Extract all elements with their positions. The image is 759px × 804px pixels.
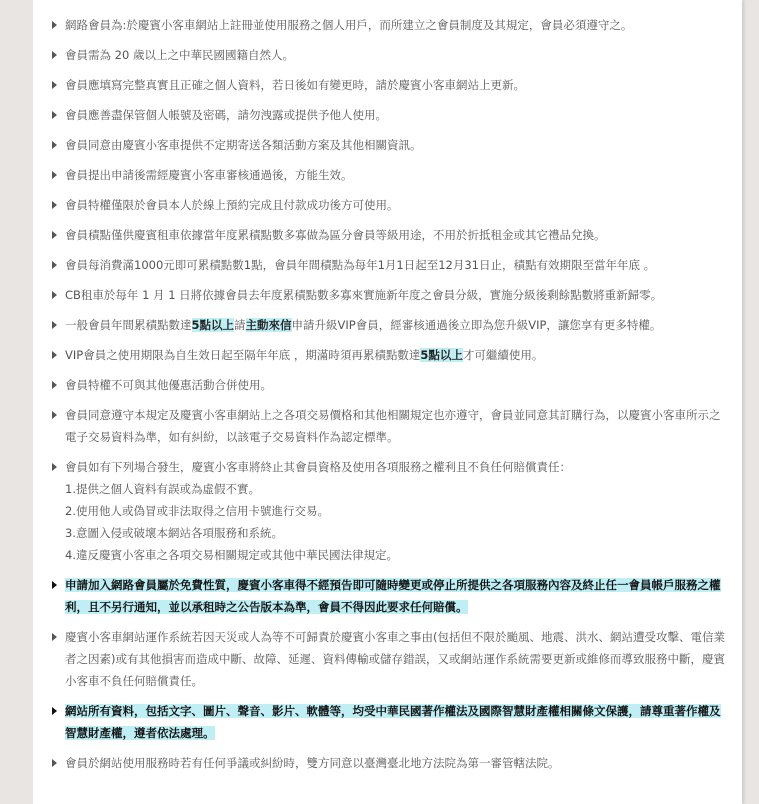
arrow-right-icon xyxy=(52,581,57,589)
arrow-right-icon xyxy=(52,321,57,329)
term-item-agree: 會員同意遵守本規定及慶賓小客車網站上之各項交易價格和其他相關規定也亦遵守，會員並同意其訂購行為，以慶賓小客車所示之電子交易資料為準，如有糾紛，以該電子交易資料作為認定標準。 xyxy=(51,404,730,448)
term-item: 會員需為 20 歲以上之中華民國國籍自然人。 xyxy=(51,44,730,66)
term-item-jurisdiction: 會員於網站使用服務時若有任何爭議或糾紛時，雙方同意以臺灣臺北地方法院為第一審管轄法院。 xyxy=(51,752,730,774)
arrow-right-icon xyxy=(52,201,57,209)
highlight-points: 5點以上 xyxy=(420,348,463,362)
term-item: 會員特權僅限於會員本人於線上預約完成且付款成功後方可使用。 xyxy=(51,194,730,216)
term-item: 會員提出申請後需經慶賓小客車審核通過後，方能生效。 xyxy=(51,164,730,186)
arrow-right-icon xyxy=(52,381,57,389)
term-item: 會員每消費滿1000元即可累積點數1點，會員年間積點為每年1月1日起至12月31日止，積點有效期限至當年年底 。 xyxy=(51,254,730,276)
term-item-force-majeure: 慶賓小客車網站運作系統若因天災或人為等不可歸責於慶賓小客車之事由(包括但不限於颱風、地震、洪水、網站遭受攻擊、電信業者之因素)或有其他損害而造成中斷、故障、延遲、資料傳輸或儲存錯誤，又或網站運作系統需要更新或維修而導致服務中斷，慶賓小客車不負任何賠償責任。 xyxy=(51,626,730,692)
term-item: CB租車於每年 1 月 1 日將依據會員去年度累積點數多寡來實施新年度之會員分級，實施分級後剩餘點數將重新歸零。 xyxy=(51,284,730,306)
highlight-points: 5點以上 xyxy=(191,318,235,332)
term-item-terminate: 會員如有下列場合發生，慶賓小客車將終止其會員資格及使用各項服務之權利且不負任何賠償責任： 1.提供之個人資料有誤或為虛假不實。 2.使用他人或偽冒或非法取得之信用卡號進行交易。 3.意圖入侵或破壞本網站各項服務和系統。 4.違反慶賓小客車之各項交易相關規定或其他中華民國法律規定。 xyxy=(51,456,730,566)
highlight-contact: 主動來信 xyxy=(245,318,292,332)
terminate-case: 1.提供之個人資料有誤或為虛假不實。 xyxy=(65,482,260,496)
term-item: 會員積點僅供慶賓租車依據當年度累積點數多寡做為區分會員等級用途，不用於折抵租金或其它禮品兌換。 xyxy=(51,224,730,246)
arrow-right-icon xyxy=(52,633,57,641)
term-item: 會員特權不可與其他優惠活動合併使用。 xyxy=(51,374,730,396)
terminate-case: 3.意圖入侵或破壞本網站各項服務和系統。 xyxy=(65,526,283,540)
term-item: 會員應善盡保管個人帳號及密碼，請勿洩露或提供予他人使用。 xyxy=(51,104,730,126)
arrow-right-icon xyxy=(52,141,57,149)
arrow-right-icon xyxy=(52,81,57,89)
term-item-vip: VIP會員之使用期限為自生效日起至隔年年底 ，期滿時須再累積點數達5點以上才可繼續使用。 xyxy=(51,344,730,366)
arrow-right-icon xyxy=(52,231,57,239)
term-item-copyright: 網站所有資料，包括文字、圖片、聲音、影片、軟體等，均受中華民國著作權法及國際智慧財產權相關條文保護，請尊重著作權及智慧財產權，遵者依法處理。 xyxy=(51,700,730,744)
terminate-case: 4.違反慶賓小客車之各項交易相關規定或其他中華民國法律規定。 xyxy=(65,548,398,562)
term-item-free-notice: 申請加入網路會員屬於免費性質，慶賓小客車得不經預告即可隨時變更或停止所提供之各項服務內容及終止任一會員帳戶服務之權利，且不另行通知，並以承租時之公告版本為準，會員不得因此要求任何賠償。 xyxy=(51,574,730,618)
arrow-right-icon xyxy=(52,351,57,359)
arrow-right-icon xyxy=(52,411,57,419)
arrow-right-icon xyxy=(52,51,57,59)
terms-list xyxy=(51,14,730,782)
term-item: 會員應填寫完整真實且正確之個人資料，若日後如有變更時，請於慶賓小客車網站上更新。 xyxy=(51,74,730,96)
arrow-right-icon xyxy=(52,707,57,715)
arrow-right-icon xyxy=(52,291,57,299)
arrow-right-icon xyxy=(52,261,57,269)
arrow-right-icon xyxy=(52,759,57,767)
arrow-right-icon xyxy=(52,21,57,29)
term-item: 會員同意由慶賓小客車提供不定期寄送各類活動方案及其他相關資訊。 xyxy=(51,134,730,156)
term-item: 網路會員為:於慶賓小客車網站上註冊並使用服務之個人用戶，而所建立之會員制度及其規定，會員必須遵守之。 xyxy=(51,14,730,36)
arrow-right-icon xyxy=(52,111,57,119)
terms-panel xyxy=(33,0,742,804)
arrow-right-icon xyxy=(52,463,57,471)
arrow-right-icon xyxy=(52,171,57,179)
terminate-case: 2.使用他人或偽冒或非法取得之信用卡號進行交易。 xyxy=(65,504,329,518)
term-item-upgrade: 一般會員年間累積點數達5點以上請主動來信申請升級VIP會員，經審核通過後立即為您升級VIP，讓您享有更多特權。 xyxy=(51,314,730,336)
